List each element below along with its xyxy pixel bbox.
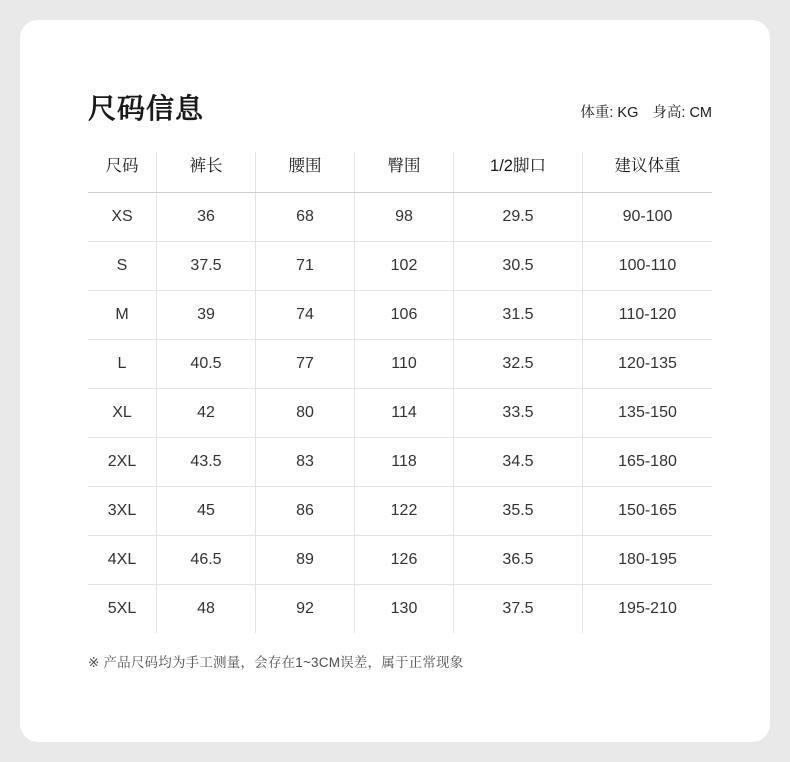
cell-pant-length: 40.5 <box>157 339 256 388</box>
table-row <box>88 486 712 535</box>
cell-recommended-weight: 165-180 <box>583 437 713 486</box>
measurement-units <box>570 101 712 126</box>
cell-size: 2XL <box>88 437 157 486</box>
card-content <box>88 92 712 671</box>
cell-waist: 68 <box>256 192 355 241</box>
size-chart-table <box>88 152 712 633</box>
column-header-recommended-weight: 建议体重 <box>583 152 713 193</box>
cell-size: M <box>88 290 157 339</box>
cell-waist: 86 <box>256 486 355 535</box>
cell-size: 5XL <box>88 584 157 633</box>
cell-size: XS <box>88 192 157 241</box>
column-header-size: 尺码 <box>88 152 157 193</box>
cell-pant-length: 48 <box>157 584 256 633</box>
cell-pant-length: 43.5 <box>157 437 256 486</box>
table-header <box>88 152 712 193</box>
cell-pant-length: 42 <box>157 388 256 437</box>
cell-waist: 92 <box>256 584 355 633</box>
cell-pant-length: 39 <box>157 290 256 339</box>
cell-recommended-weight: 90-100 <box>583 192 713 241</box>
cell-size: 4XL <box>88 535 157 584</box>
table-row <box>88 535 712 584</box>
cell-pant-length: 37.5 <box>157 241 256 290</box>
cell-half-leg-opening: 37.5 <box>454 584 583 633</box>
column-header-pant-length: 裤长 <box>157 152 256 193</box>
cell-recommended-weight: 150-165 <box>583 486 713 535</box>
cell-pant-length: 45 <box>157 486 256 535</box>
cell-hip: 114 <box>355 388 454 437</box>
cell-recommended-weight: 100-110 <box>583 241 713 290</box>
table-row <box>88 241 712 290</box>
cell-recommended-weight: 120-135 <box>583 339 713 388</box>
cell-waist: 80 <box>256 388 355 437</box>
cell-pant-length: 36 <box>157 192 256 241</box>
cell-pant-length: 46.5 <box>157 535 256 584</box>
cell-recommended-weight: 110-120 <box>583 290 713 339</box>
cell-hip: 122 <box>355 486 454 535</box>
cell-waist: 77 <box>256 339 355 388</box>
cell-hip: 126 <box>355 535 454 584</box>
table-row <box>88 388 712 437</box>
page-title: 尺码信息 <box>88 93 205 124</box>
column-header-waist: 腰围 <box>256 152 355 193</box>
cell-recommended-weight: 195-210 <box>618 599 677 617</box>
unit-height: 身高: CM <box>652 104 712 121</box>
cell-waist: 71 <box>256 241 355 290</box>
cell-waist: 74 <box>256 290 355 339</box>
unit-weight: 体重: KG <box>580 104 639 121</box>
cell-hip: 102 <box>355 241 454 290</box>
table-row <box>88 192 712 241</box>
card-header <box>88 92 712 126</box>
cell-size: S <box>88 241 157 290</box>
size-info-card <box>20 20 770 742</box>
measurement-disclaimer: ※ 产品尺码均为手工测量，会存在1~3CM误差，属于正常现象 <box>88 654 464 670</box>
column-header-half-leg-opening: 1/2脚口 <box>454 152 583 193</box>
cell-hip: 118 <box>355 437 454 486</box>
table-header-row <box>88 152 712 193</box>
cell-waist: 83 <box>256 437 355 486</box>
cell-half-leg-opening: 34.5 <box>454 437 583 486</box>
table-row <box>88 290 712 339</box>
cell-half-leg-opening: 29.5 <box>454 192 583 241</box>
table-row <box>88 437 712 486</box>
cell-hip: 106 <box>355 290 454 339</box>
cell-half-leg-opening: 35.5 <box>454 486 583 535</box>
cell-recommended-weight: 180-195 <box>583 535 713 584</box>
cell-half-leg-opening: 36.5 <box>454 535 583 584</box>
cell-hip: 130 <box>355 584 454 633</box>
table-row <box>88 584 712 633</box>
cell-size: L <box>88 339 157 388</box>
cell-waist: 89 <box>256 535 355 584</box>
cell-half-leg-opening: 31.5 <box>454 290 583 339</box>
cell-hip: 110 <box>355 339 454 388</box>
column-header-hip: 臀围 <box>355 152 454 193</box>
cell-size: XL <box>88 388 157 437</box>
cell-half-leg-opening: 33.5 <box>454 388 583 437</box>
cell-hip: 98 <box>355 192 454 241</box>
cell-size: 3XL <box>88 486 157 535</box>
cell-recommended-weight: 135-150 <box>583 388 713 437</box>
table-body <box>88 192 712 633</box>
table-row <box>88 339 712 388</box>
cell-half-leg-opening: 30.5 <box>454 241 583 290</box>
cell-half-leg-opening: 32.5 <box>454 339 583 388</box>
